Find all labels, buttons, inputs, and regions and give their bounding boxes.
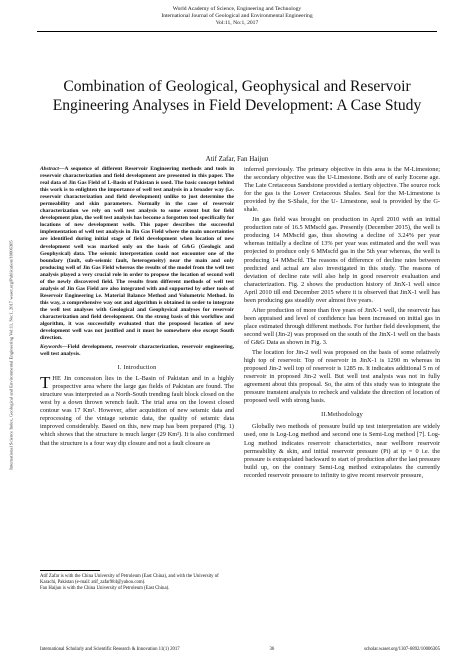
right-column [244, 166, 440, 481]
page-number: 36 [269, 647, 275, 652]
page-footer [40, 647, 440, 652]
keywords-label: Keywords [40, 343, 62, 350]
footnote-2: Fan Haijun is with the China University of Petroleum (East China). [40, 586, 170, 591]
side-index-text: International Science Index, Geological and Environmental Engineering Vol:11, No:1, 2017 waset.org/Publication/10006305 [8, 240, 14, 470]
keywords-text: —Field development, reservoir characterization, reservoir engineering, well test analysis. [40, 343, 234, 357]
abstract-text: —A sequence of different Reservoir Engineering methods and tools in reservoir characterization and field development are presented in this paper. The real data of Jin Gas Field of L-Basin of Pakistan is used. The basic concept behind this work is to enlighten the importance of well test analysis in a broader way (i.e. reservoir characterization and field development) unlike to just determine the permeability and skin parameters. Normally in the case of reservoir characterization we rely on well test analysis to some extent but for field development plan, the well test analysis has become a forgotten tool specifically for locations of new development wells. This paper describes the successful implementation of well test analysis in Jin Gas Field where the main uncertainties are identified during initial stage of field development when location of new development well was marked only on the basis of G&G (Geologic and Geophysical) data. The seismic interpretation could not encounter one of the boundary (fault, sub-seismic fault, heterogeneity) near the main and only producing well of Jin Gas Field whereas the results of the model from the well test analysis played a very crucial role in order to propose the location of second well of the newly discovered field. The results from different methods of well test analysis of Jin Gas Field are also integrated with and supported by other tools of Reservoir Engineering i.e. Material Balance Method and Volumetric Method. In this way, a comprehensive way out and algorithm is obtained in order to integrate the well test analyses with Geological and Geophysical analyses for reservoir characterization and field development. On the strong basis of this workflow and algorithm, it was successfully evaluated that the proposed location of new development well was not justified and it must be somewhere else except South direction. [40, 166, 234, 342]
journal-subname: International Journal of Geological and Environmental Engineering [161, 13, 313, 19]
right-paragraph-3: After production of more than five years of JinX-1 well, the reservoir has been appraised and level of confidence has been increased on initial gas in place estimated through different methods. For further field development, the second well (Jin-2) was proposed on the south of the JinX-1 well on the basis of G&G Data as shown in Fig. 3. [244, 306, 440, 346]
keywords [40, 344, 234, 358]
footer-right: scholar.waset.org/1307-6892/10006305 [364, 647, 440, 652]
methodology-heading: II.Methodology [321, 411, 363, 419]
footnotes [40, 570, 234, 592]
intro-heading: I. Introduction [117, 363, 157, 371]
paper-title: Combination of Geological, Geophysical and Reservoir Engineering Analyses in Field Development: A Case Study [52, 78, 422, 114]
paper-authors: Atif Zafar, Fan Haijun [205, 155, 269, 163]
right-paragraph-1: inferred previously. The primary objective in this area is the M-Limestone; the secondary objective was the U-Limestone. Both are of early Eocene age. The Late Cretaceous Sandstone provided a tertiary objective. The source rock for the gas is the Lower Cretaceous Shales. Seal for the M-Limestone is provided by the S-Shale, for the U- Limestone, seal is provided by the G-shale. [244, 166, 440, 214]
journal-volume: Vol:11, No:1, 2017 [215, 20, 259, 26]
right-paragraph-4: The location for Jin-2 well was proposed on the basis of some relatively high top of reservoir. Top of reservoir in JinX-1 is 1290 m whereas in proposed Jin-2 well top of reservoir is 1285 m. It indicates additional 5 m of reservoir in proposed Jin-2 well. But well test analysis was not in fully agreement about this proposal. So, the aim of this study was to integrate the pressure transient analysis to recheck and validate the direction of location of proposed well with strong basis. [244, 348, 440, 405]
intro-paragraph [40, 372, 234, 448]
footnote-rule [40, 570, 100, 571]
abstract-label: Abstract [40, 166, 59, 172]
footer-left: International Scholarly and Scientific Research & Innovation 11(1) 2017 [40, 647, 180, 652]
footnote-1: Atif Zafar is with the China University of Petroleum (East China), and with the University of Karachi, Pakistan (e-mail: atif_zafar984@yahoo.com). [40, 574, 219, 585]
header-rule [37, 31, 437, 32]
methodology-text: Globally two methods of pressure build up test interpretation are widely used, one is Log-Log method and second one is Semi-Log method [7]. Log-Log method indicates reservoir characteristics, near wellbore reservoir permeability & skin, and initial reservoir pressure (Pi) at tp = 0 i.e. the pressure is extrapolated backward to start of production after the last pressure build up, on the contrary Semi-Log method extrapolates the currently recorded reservoir pressure to infinity to give recent reservoir pressure, [244, 423, 440, 479]
right-paragraph-2: Jin gas field was brought on production in April 2010 with an initial production rate of 16.5 MMscfd gas. Presently (December 2015), the well is producing 14 MMscfd gas, thus showing a decline of 3.24% per year whereas initially a decline of 13% per year was estimated and the well was projected to produce only 6 MMscfd gas in the 5th year whereas, the well is producing 14 MMscfd. The reasons of difference of decline rates between predicted and actual are also investigated in this study. The reasons of deviation of decline rate will also help in good reservoir evaluation and characterization. Fig. 2 shows the production history of JinX-1 well since April 2010 till end December 2015 where it is observed that JinX-1 well has been producing gas steadily over almost five years. [244, 216, 440, 304]
left-column [40, 166, 234, 449]
intro-text: HE Jin concession lies in the L-Basin of Pakistan and in a highly prospective area where the large gas fields of Pakistan are found. The structure was interpreted as a North-South trending fault block closed on the west by a down thrown wrench fault. The trial area on the lowest closed contour was 17 Km². However, after acquisition of new seismic data and reprocessing of the vintage seismic data, the quality of seismic data improved considerably. Based on this, new map has been prepared (Fig. 1) which shows that the structure is much larger (29 Km²). It is also confirmed that the structure is a four way dip closure and not a fault closure as [40, 374, 234, 447]
journal-name: World Academy of Science, Engineering and Technology [172, 6, 302, 12]
intro-dropcap: T [40, 372, 51, 392]
journal-header [0, 6, 474, 27]
abstract [40, 166, 234, 342]
